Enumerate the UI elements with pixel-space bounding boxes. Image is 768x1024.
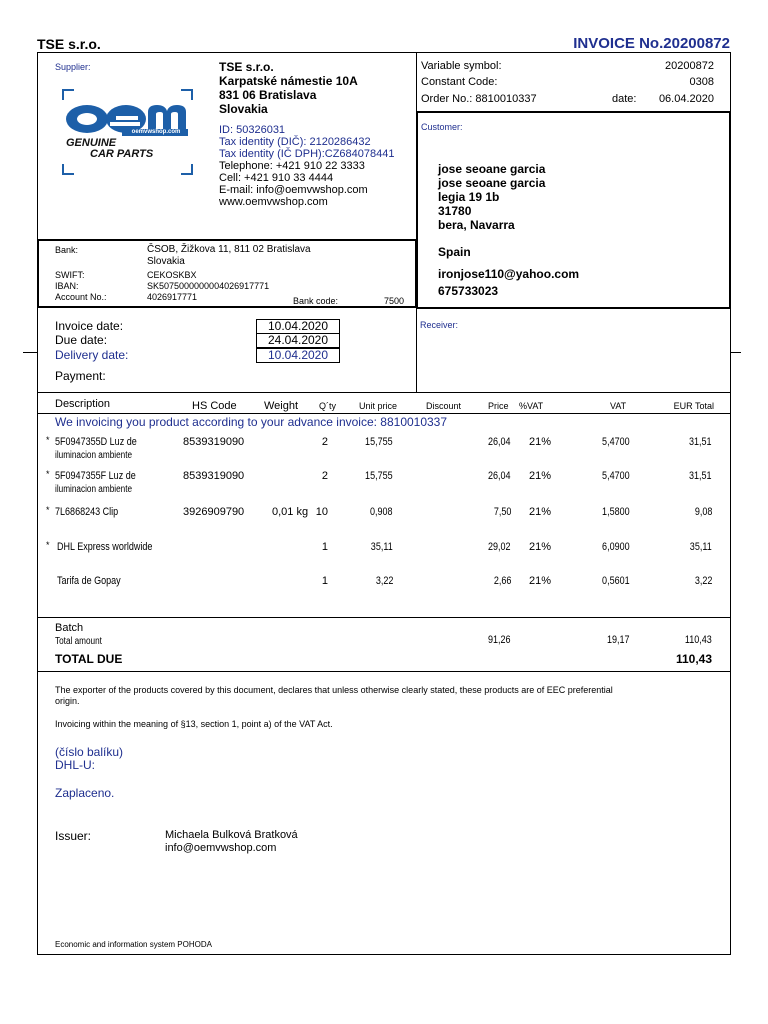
items-bottom-line — [37, 617, 731, 618]
supplier-street: Karpatské námestie 10A — [219, 74, 358, 88]
row1-hs: 8539319090 — [183, 436, 245, 448]
col-vat-pct: %VAT — [519, 401, 544, 411]
row2-total: 31,51 — [689, 470, 712, 482]
bank-code-value: 7500 — [384, 296, 405, 306]
row4-total: 35,11 — [690, 541, 712, 553]
customer-country: Spain — [438, 245, 471, 259]
row5-desc: Tarifa de Gopay — [57, 575, 121, 587]
col-discount: Discount — [426, 401, 462, 411]
due-date-label: Due date: — [55, 333, 108, 347]
total-amount-label: Total amount — [55, 636, 102, 647]
order-number: Order No.: 8810010337 — [421, 93, 537, 105]
row1-unit-price: 15,755 — [365, 436, 393, 448]
row2-price: 26,04 — [488, 470, 511, 482]
invoice-date-value: 10.04.2020 — [256, 319, 340, 334]
batch-label: Batch — [55, 622, 84, 634]
supplier-id: ID: 50326031 — [219, 124, 286, 136]
row3-price: 7,50 — [493, 506, 511, 518]
row3-vat-pct: 21% — [529, 506, 552, 518]
col-description: Description — [55, 398, 111, 410]
issuer-email: info@oemvwshop.com — [165, 842, 277, 854]
row4-unit-price: 35,11 — [371, 541, 393, 553]
supplier-name: TSE s.r.o. — [219, 60, 274, 74]
customer-line2: jose seoane garcia — [438, 176, 546, 190]
supplier-telephone: Telephone: +421 910 22 3333 — [219, 160, 365, 172]
row1-mark: * — [46, 435, 50, 445]
col-weight: Weight — [264, 400, 299, 412]
col-eur-total: EUR Total — [673, 401, 714, 411]
row2-desc: 5F0947355F Luz de — [55, 470, 136, 482]
row4-qty: 1 — [321, 541, 328, 553]
total-price: 91,26 — [488, 634, 511, 646]
row1-vat-pct: 21% — [529, 436, 552, 448]
iban-label: IBAN: — [55, 281, 79, 291]
invoice-title: INVOICE No.20200872 — [573, 35, 730, 52]
issuer-name: Michaela Bulková Bratková — [165, 829, 298, 841]
row3-qty: 10 — [315, 506, 328, 518]
oem-logo — [60, 86, 195, 178]
row3-hs: 3926909790 — [183, 506, 245, 518]
fold-mark-left — [23, 352, 37, 353]
customer-label: Customer: — [421, 122, 463, 132]
table-top-line — [37, 392, 731, 393]
dhl-label: DHL-U: — [55, 758, 96, 772]
row1-price: 26,04 — [488, 436, 511, 448]
exporter-declaration: The exporter of the products covered by this document, declares that unless otherwise clearly stated, these products are of EEC preferential — [55, 685, 613, 695]
row4-vat-pct: 21% — [529, 541, 552, 553]
customer-line5: bera, Navarra — [438, 218, 515, 232]
paid-note: Zaplaceno. — [55, 786, 115, 800]
total-vat: 19,17 — [607, 634, 630, 646]
supplier-country: Slovakia — [219, 102, 268, 116]
customer-line1: jose seoane garcia — [438, 162, 546, 176]
row4-mark: * — [46, 540, 50, 550]
iban-value: SK5075000000004026917771 — [147, 281, 270, 291]
row5-vat-pct: 21% — [529, 575, 552, 587]
variable-symbol-value: 20200872 — [665, 60, 714, 72]
receiver-label: Receiver: — [420, 320, 459, 330]
fold-mark-right — [731, 352, 741, 353]
row2-desc2: iluminacion ambiente — [55, 484, 133, 495]
logo-line1: GENUINE — [66, 137, 117, 149]
package-number-label: (číslo balíku) — [55, 745, 124, 759]
supplier-tax-icdph: Tax identity (IČ DPH):CZ684078441 — [219, 148, 395, 160]
row2-qty: 2 — [321, 470, 328, 482]
col-qty: Q´ty — [319, 401, 336, 411]
row2-hs: 8539319090 — [183, 470, 245, 482]
customer-phone: 675733023 — [438, 284, 499, 298]
footer-system: Economic and information system POHODA — [55, 940, 212, 949]
invoice-date-label: Invoice date: — [55, 319, 124, 333]
payment-label: Payment: — [55, 369, 106, 383]
total-due-label: TOTAL DUE — [55, 652, 123, 666]
advance-invoice-note: We invoicing you product according to your advance invoice: 8810010337 — [55, 415, 448, 429]
delivery-date-label: Delivery date: — [55, 348, 129, 362]
bank-code-label: Bank code: — [293, 296, 339, 306]
totals-bottom-line — [37, 671, 731, 672]
row4-vat: 6,0900 — [602, 541, 630, 553]
row1-total: 31,51 — [689, 436, 712, 448]
table-header-line — [37, 413, 731, 414]
exporter-declaration-origin: origin. — [55, 696, 80, 706]
order-date-label: date: — [612, 93, 637, 105]
supplier-label: Supplier: — [55, 62, 91, 72]
row1-qty: 2 — [321, 436, 328, 448]
col-vat: VAT — [610, 401, 627, 411]
company-header: TSE s.r.o. — [37, 36, 101, 52]
col-price: Price — [488, 401, 509, 411]
row3-total: 9,08 — [694, 506, 712, 518]
col-hs-code: HS Code — [192, 400, 237, 412]
row4-price: 29,02 — [488, 541, 511, 553]
customer-email: ironjose110@yahoo.com — [438, 267, 580, 281]
supplier-city: 831 06 Bratislava — [219, 88, 317, 102]
supplier-email: E-mail: info@oemvwshop.com — [219, 184, 368, 196]
row4-desc: DHL Express worldwide — [57, 541, 153, 553]
supplier-cell: Cell: +421 910 33 4444 — [219, 172, 334, 184]
supplier-tax-dic: Tax identity (DIČ): 2120286432 — [219, 136, 371, 148]
row5-qty: 1 — [321, 575, 328, 587]
swift-value: CEKOSKBX — [147, 270, 197, 280]
col-unit-price: Unit price — [359, 401, 398, 411]
logo-line2: CAR PARTS — [90, 148, 154, 160]
bank-value: ČSOB, Žižkova 11, 811 02 Bratislava — [147, 244, 311, 255]
total-due-value: 110,43 — [675, 652, 712, 666]
row5-total: 3,22 — [694, 575, 712, 587]
constant-code-label: Constant Code: — [421, 76, 498, 88]
row2-vat-pct: 21% — [529, 470, 552, 482]
delivery-date-value: 10.04.2020 — [256, 348, 340, 363]
row3-mark: * — [46, 505, 50, 515]
row1-vat: 5,4700 — [602, 436, 630, 448]
row2-vat: 5,4700 — [602, 470, 630, 482]
row3-desc: 7L6868243 Clip — [55, 506, 119, 518]
variable-symbol-label: Variable symbol: — [421, 60, 502, 72]
issuer-label: Issuer: — [55, 829, 92, 843]
customer-line3: legia 19 1b — [438, 190, 500, 204]
total-eur: 110,43 — [685, 634, 712, 646]
row3-weight: 0,01 kg — [272, 506, 309, 518]
row2-mark: * — [46, 469, 50, 479]
supplier-web: www.oemvwshop.com — [219, 196, 328, 208]
bank-value-country: Slovakia — [147, 256, 185, 267]
vat-act-note: Invoicing within the meaning of §13, section 1, point a) of the VAT Act. — [55, 719, 333, 729]
customer-line4: 31780 — [438, 204, 472, 218]
row5-vat: 0,5601 — [602, 575, 630, 587]
row5-unit-price: 3,22 — [375, 575, 393, 587]
row5-price: 2,66 — [493, 575, 511, 587]
bank-label: Bank: — [55, 245, 79, 255]
logo-site: oemvwshop.com — [131, 129, 181, 135]
row1-desc2: iluminacion ambiente — [55, 450, 133, 461]
account-label: Account No.: — [55, 292, 107, 302]
swift-label: SWIFT: — [55, 270, 85, 280]
row3-vat: 1,5800 — [602, 506, 630, 518]
row1-desc: 5F0947355D Luz de — [55, 436, 137, 448]
order-date-value: 06.04.2020 — [658, 93, 714, 105]
account-value: 4026917771 — [147, 292, 198, 302]
row2-unit-price: 15,755 — [365, 470, 393, 482]
due-date-value: 24.04.2020 — [256, 333, 340, 348]
row3-unit-price: 0,908 — [370, 506, 393, 518]
constant-code-value: 0308 — [689, 76, 714, 88]
